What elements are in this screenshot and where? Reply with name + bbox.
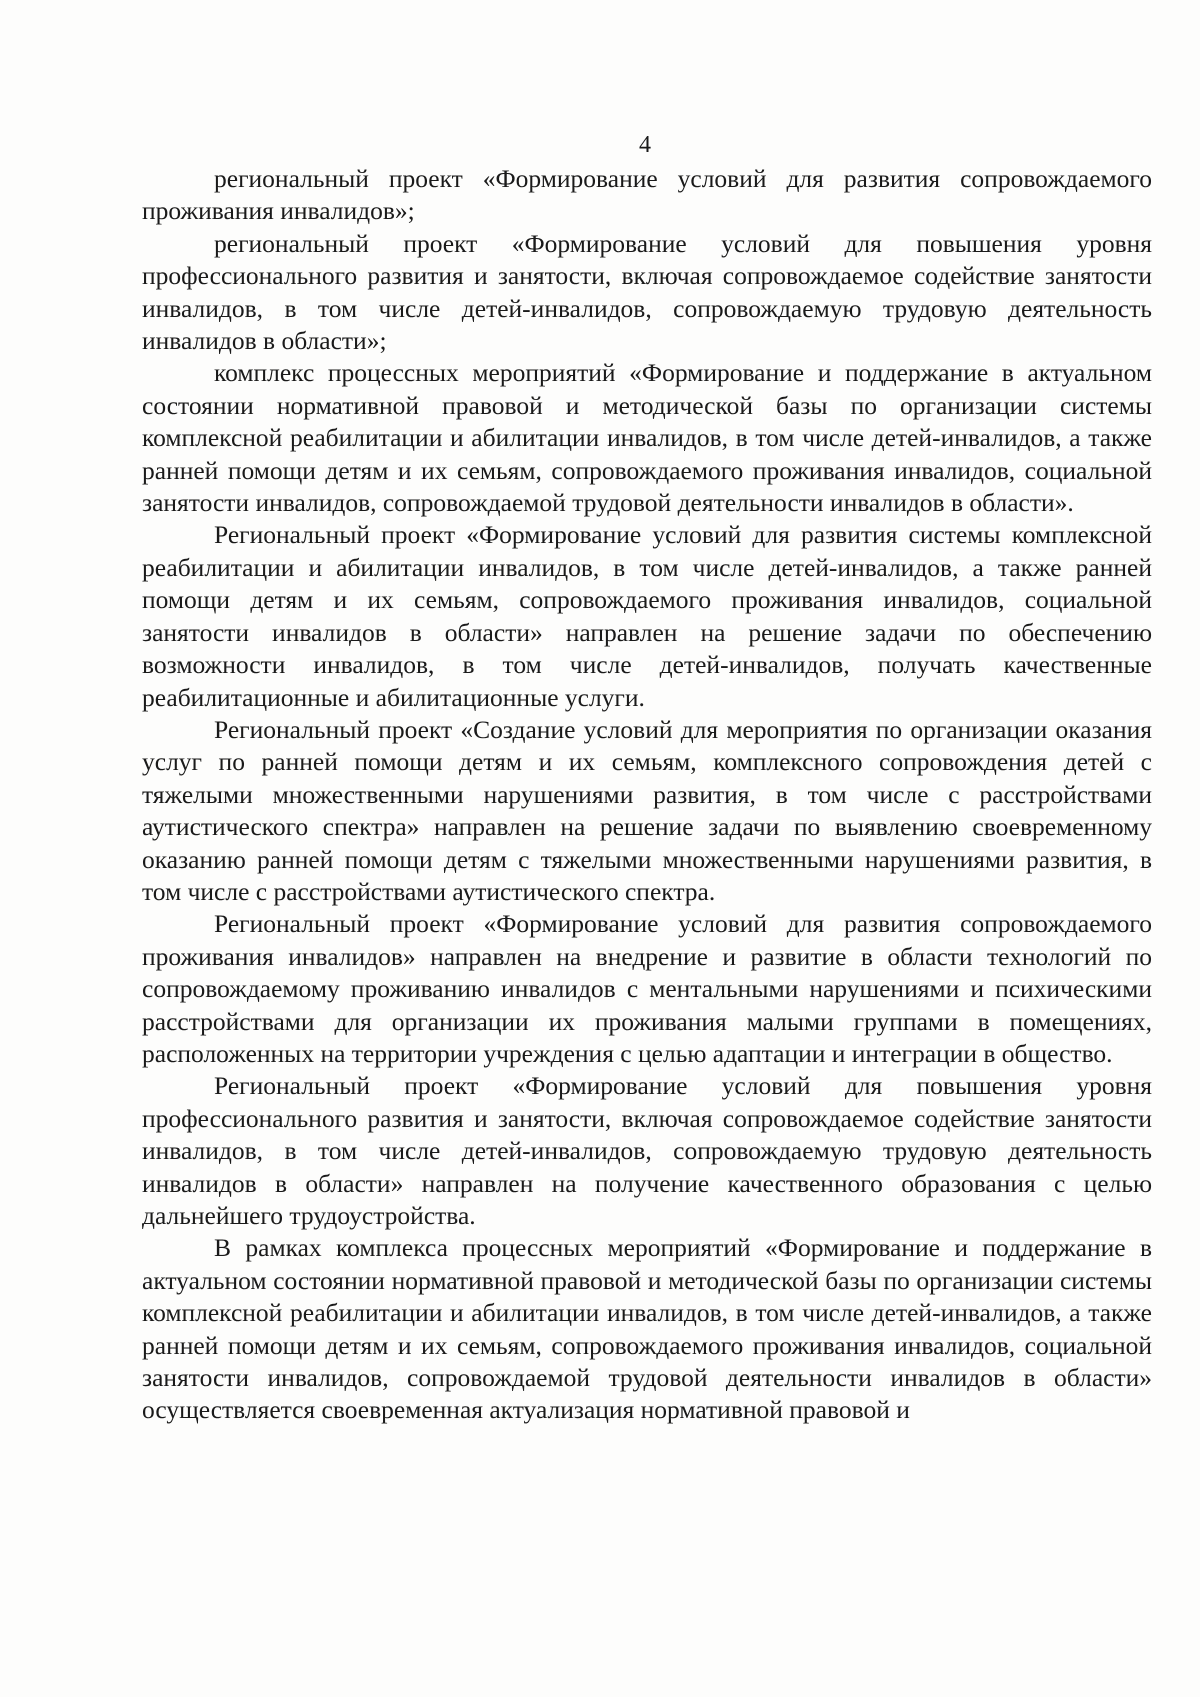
paragraph-employment-project-goal: Региональный проект «Формирование условий для повышения уровня профессионального развития и занятости, включая сопровождаемое содействие занятости инвалидов, в том числе детей-инвалидов, сопровождаемую трудовую деятельность инвалидов в области» направлен на получение качественного образования с целью дальнейшего трудоустройства. [142, 1071, 1152, 1230]
document-body [142, 163, 1152, 1427]
paragraph-process-measures-complex: комплекс процессных мероприятий «Формирование и поддержание в актуальном состоянии нормативной правовой и методической базы по организации системы комплексной реабилитации и абилитации инвалидов, в том числе детей-инвалидов, а также ранней помощи детям и их семьям, сопровождаемого проживания инвалидов, социальной занятости инвалидов, сопровождаемой трудовой деятельности инвалидов в области». [142, 358, 1152, 518]
page-number: 4 [639, 132, 651, 158]
paragraph-rehabilitation-project-goal: Региональный проект «Формирование условий для развития системы комплексной реабилитации и абилитации инвалидов, в том числе детей-инвалидов, а также ранней помощи детям и их семьям, сопровождаемого проживания инвалидов, социальной занятости инвалидов в области» направлен на решение задачи по обеспечению возможности инвалидов, в том числе детей-инвалидов, получать качественные реабилитационные и абилитационные услуги. [142, 520, 1152, 712]
paragraph-early-help-project-goal: Региональный проект «Создание условий для мероприятия по организации оказания услуг по ранней помощи детям и их семьям, комплексного сопровождения детей с тяжелыми множественными нарушениями развития, в том числе с расстройствами аутистического спектра» направлен на решение задачи по выявлению своевременному оказанию ранней помощи детям с тяжелыми множественными нарушениями развития, в том числе с расстройствами аутистического спектра. [142, 714, 1152, 906]
paragraph-accompanied-living-goal: Региональный проект «Формирование условий для развития сопровождаемого проживания инвалидов» направлен на внедрение и развитие в области технологий по сопровождаемому проживанию инвалидов с ментальными нарушениями и психическими расстройствами для организации их проживания малыми группами в помещениях, расположенных на территории учреждения с целью адаптации и интеграции в общество. [142, 909, 1152, 1068]
paragraph-process-measures-actualization: В рамках комплекса процессных мероприятий «Формирование и поддержание в актуальном состоянии нормативной правовой и методической базы по организации системы комплексной реабилитации и абилитации инвалидов, в том числе детей-инвалидов, а также ранней помощи детям и их семьям, сопровождаемого проживания инвалидов, социальной занятости инвалидов, сопровождаемой трудовой деятельности инвалидов в области» осуществляется своевременная актуализация нормативной правовой и [142, 1233, 1152, 1425]
paragraph-project-employment: региональный проект «Формирование условий для повышения уровня профессионального развития и занятости, включая сопровождаемое содействие занятости инвалидов, в том числе детей-инвалидов, сопровождаемую трудовую деятельность инвалидов в области»; [142, 228, 1152, 356]
paragraph-project-accompanied-living: региональный проект «Формирование условий для развития сопровождаемого проживания инвалидов»; [142, 164, 1152, 226]
